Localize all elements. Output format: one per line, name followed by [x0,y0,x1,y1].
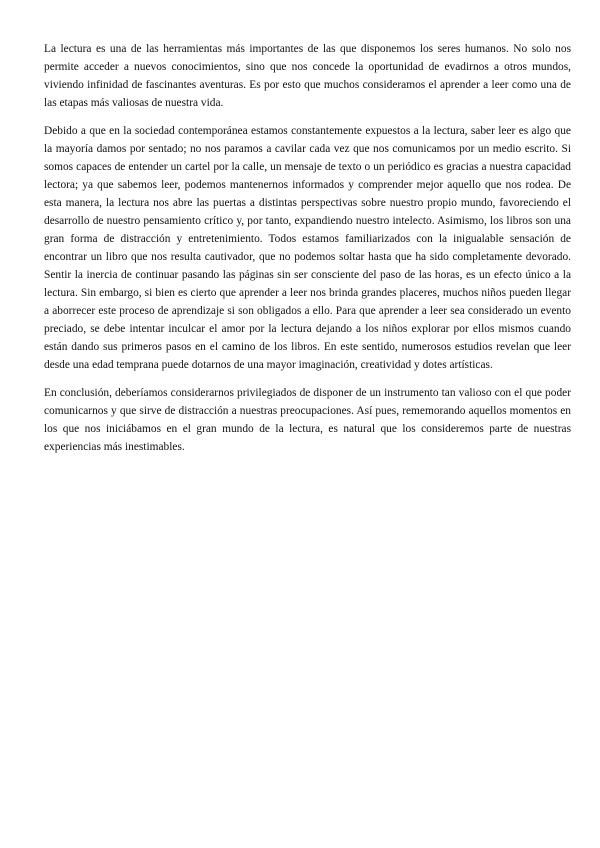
paragraph-conclusion: En conclusión, deberíamos considerarnos privilegiados de disponer de un instrumento tan valioso con el que poder comunicarnos y que sirve de distracción a nuestras preocupaciones. Así pues, rememorando aquellos momentos en los que nos iniciábamos en el gran mundo de la lectura, es natural que los consideremos parte de nuestras experiencias más inestimables. [44,387,571,453]
paragraph-body: Debido a que en la sociedad contemporánea estamos constantemente expuestos a la lectura, saber leer es algo que la mayoría damos por sentado; no nos paramos a cavilar cada vez que nos comunicamos por un medio escrito. Si somos capaces de entender un cartel por la calle, un mensaje de texto o un periódico es gracias a nuestra capacidad lectora; ya que sabemos leer, podemos mantenernos informados y comprender mejor aquello que nos rodea. De esta manera, la lectura nos abre las puertas a distintas perspectivas sobre nuestro propio mundo, favoreciendo el desarrollo de nuestro pensamiento crítico y, por tanto, expandiendo nuestro intelecto. Asimismo, los libros son una gran forma de distracción y entretenimiento. Todos estamos familiarizados con la inigualable sensación de encontrar un libro que nos resulta cautivador, que no podemos soltar hasta que ha sido completamente devorado. Sentir la inercia de continuar pasando las páginas sin ser consciente del paso de las horas, es un efecto único a la lectura. Sin embargo, si bien es cierto que aprender a leer nos brinda grandes placeres, muchos niños pueden llegar a aborrecer este proceso de aprendizaje si son obligados a ello. Para que aprender a leer sea considerado un evento preciado, se debe intentar inculcar el amor por la lectura dejando a los niños explorar por ellos mismos cuando están dando sus primeros pasos en el camino de los libros. En este sentido, numerosos estudios revelan que leer desde una edad temprana puede dotarnos de una mayor imaginación, creatividad y dotes artísticas. [44,125,571,371]
paragraph-intro: La lectura es una de las herramientas más importantes de las que disponemos los seres humanos. No solo nos permite acceder a nuevos conocimientos, sino que nos concede la oportunidad de evadirnos a otros mundos, viviendo infinidad de fascinantes aventuras. Es por esto que muchos consideramos el aprender a leer como una de las etapas más valiosas de nuestra vida. [44,43,571,109]
document-body [44,40,571,466]
